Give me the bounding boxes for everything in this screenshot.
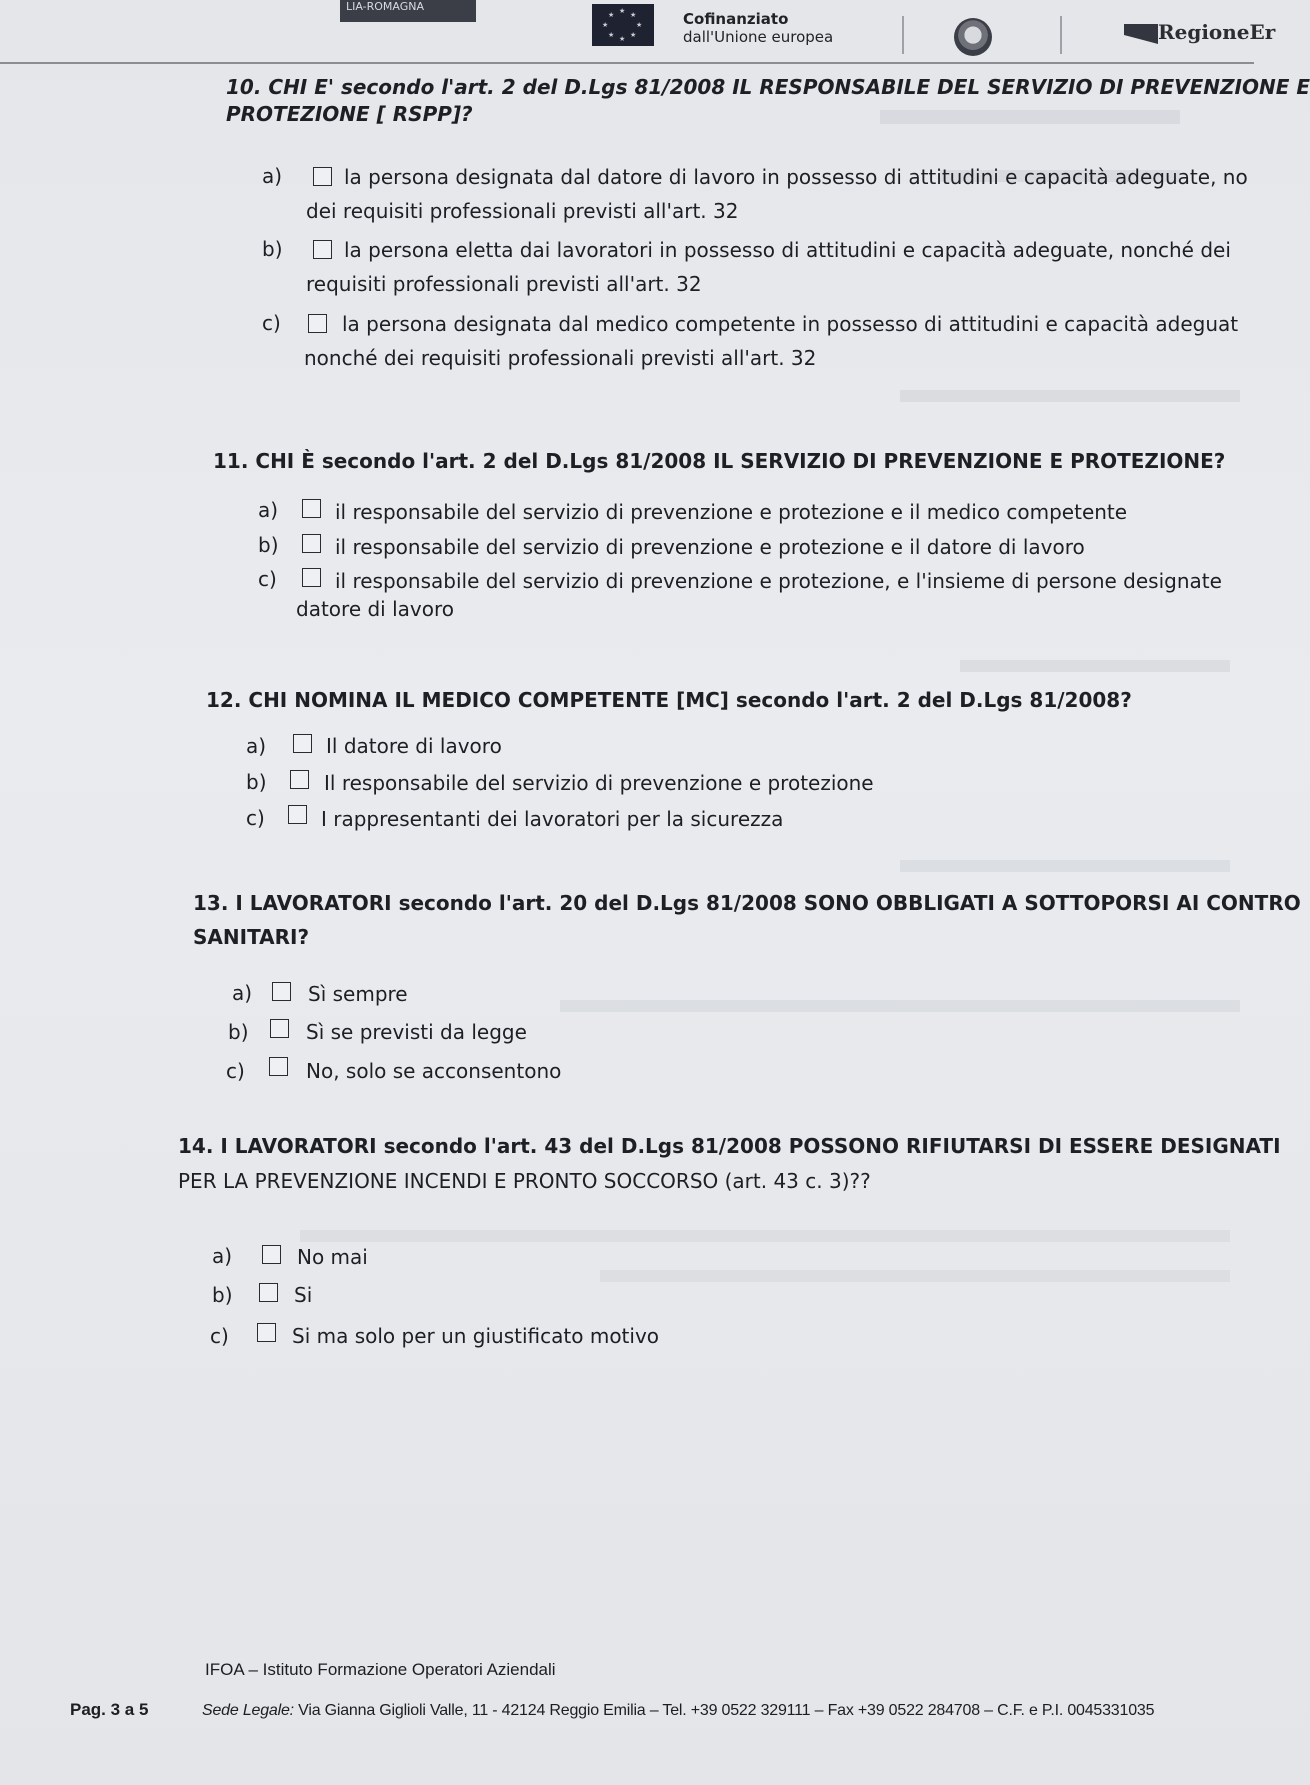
question-14-title: [178, 1133, 1281, 1195]
page-number: Pag. 3 a 5: [70, 1700, 149, 1719]
checkbox[interactable]: [293, 734, 312, 753]
checkbox[interactable]: [302, 499, 321, 518]
question-title-line: 14. I LAVORATORI secondo l'art. 43 del D.Lgs 81/2008 POSSONO RIFIUTARSI DI ESSERE DESIGNATI: [178, 1134, 1281, 1158]
region-logo-text: LIA-ROMAGNA: [346, 0, 425, 13]
question-13-title: [193, 890, 1301, 951]
cofinanced-label: [683, 10, 833, 46]
option-text: Il responsabile del servizio di prevenzione e protezione: [324, 771, 874, 795]
legal-address-label: Sede Legale:: [202, 1702, 294, 1719]
option-text-line: la persona designata dal medico competente in possesso di attitudini e capacità adeguat: [342, 312, 1239, 336]
option-text: No mai: [297, 1245, 368, 1269]
header-divider: [902, 16, 904, 54]
option-text: Sì se previsti da legge: [306, 1020, 527, 1044]
option-letter: c): [246, 806, 265, 830]
option-text: [304, 305, 1238, 373]
regione-logo-icon: [1124, 24, 1158, 44]
option-text: Sì sempre: [308, 982, 408, 1006]
checkbox[interactable]: [257, 1323, 276, 1342]
option-letter: b): [212, 1283, 233, 1307]
option-text: Il datore di lavoro: [326, 734, 502, 758]
option-text: datore di lavoro: [296, 597, 454, 621]
option-text: il responsabile del servizio di prevenzione e protezione e il datore di lavoro: [335, 535, 1085, 559]
option-letter: b): [246, 770, 267, 794]
checkbox[interactable]: [270, 1019, 289, 1038]
checkbox[interactable]: [259, 1283, 278, 1302]
question-title-line: 10. CHI E' secondo l'art. 2 del D.Lgs 81/2008 IL RESPONSABILE DEL SERVIZIO DI PREVENZIONE E: [226, 75, 1310, 99]
question-title-line: 13. I LAVORATORI secondo l'art. 20 del D.Lgs 81/2008 SONO OBBLIGATI A SOTTOPORSI AI CONTRO: [193, 891, 1301, 915]
question-12-title: 12. CHI NOMINA IL MEDICO COMPETENTE [MC] secondo l'art. 2 del D.Lgs 81/2008?: [206, 688, 1132, 712]
document-header: [0, 0, 1276, 64]
option-letter: a): [246, 734, 267, 758]
option-text-line: la persona designata dal datore di lavoro in possesso di attitudini e capacità adeguate, no: [344, 165, 1248, 189]
option-text: Si: [294, 1283, 313, 1307]
cofinanced-line-1: Cofinanziato: [683, 10, 789, 28]
option-text: il responsabile del servizio di prevenzione e protezione, e l'insieme di persone designate: [335, 569, 1222, 593]
checkbox[interactable]: [290, 770, 309, 789]
cofinanced-line-2: dall'Unione europea: [683, 28, 834, 46]
checkbox[interactable]: [262, 1245, 281, 1264]
option-letter: c): [226, 1059, 245, 1083]
option-text: il responsabile del servizio di prevenzione e protezione e il medico competente: [335, 500, 1128, 524]
checkbox[interactable]: [288, 805, 307, 824]
option-letter: b): [262, 237, 283, 261]
option-letter: a): [258, 498, 279, 522]
option-letter: b): [258, 533, 279, 557]
option-text-line: nonché dei requisiti professionali previsti all'art. 32: [304, 346, 817, 370]
checkbox[interactable]: [302, 568, 321, 587]
checkbox[interactable]: [302, 534, 321, 553]
option-letter: c): [262, 311, 281, 335]
institute-name: IFOA – Istituto Formazione Operatori Aziendali: [205, 1660, 556, 1679]
option-letter: c): [258, 567, 277, 591]
option-text-line: requisiti professionali previsti all'art. 32: [306, 272, 702, 296]
question-11-title: 11. CHI È secondo l'art. 2 del D.Lgs 81/2008 IL SERVIZIO DI PREVENZIONE E PROTEZIONE?: [213, 449, 1226, 473]
option-letter: b): [228, 1020, 249, 1044]
question-title-line: PER LA PREVENZIONE INCENDI E PRONTO SOCCORSO (art. 43 c. 3)??: [178, 1169, 871, 1193]
eu-flag-icon: ★ ★ ★ ★ ★ ★ ★ ★: [592, 4, 654, 46]
question-10-title: [226, 74, 1310, 128]
option-letter: a): [232, 981, 253, 1005]
region-logo: [340, 0, 476, 22]
option-text: Si ma solo per un giustificato motivo: [292, 1324, 660, 1348]
checkbox[interactable]: [272, 982, 291, 1001]
question-title-line: PROTEZIONE [ RSPP]?: [226, 102, 473, 126]
option-text: [306, 158, 1248, 226]
header-divider: [1060, 16, 1062, 54]
checkbox[interactable]: [269, 1057, 288, 1076]
question-title-line: SANITARI?: [193, 925, 310, 949]
legal-address: [202, 1702, 1154, 1720]
legal-address-text: Via Gianna Giglioli Valle, 11 - 42124 Reggio Emilia – Tel. +39 0522 329111 – Fax +39 0522 284708 – C.F. e P.I. 0045331035: [298, 1702, 1155, 1719]
option-text: No, solo se acconsentono: [306, 1059, 562, 1083]
regione-logo-text: RegioneEr: [1158, 20, 1276, 44]
option-text: I rappresentanti dei lavoratori per la sicurezza: [321, 807, 784, 831]
option-text-line: la persona eletta dai lavoratori in possesso di attitudini e capacità adeguate, nonché dei: [344, 238, 1231, 262]
option-letter: c): [210, 1324, 229, 1348]
option-letter: a): [212, 1244, 233, 1268]
italian-republic-emblem-icon: [954, 18, 992, 56]
option-letter: a): [262, 164, 283, 188]
option-text: [306, 231, 1231, 299]
option-text-line: dei requisiti professionali previsti all'art. 32: [306, 199, 739, 223]
